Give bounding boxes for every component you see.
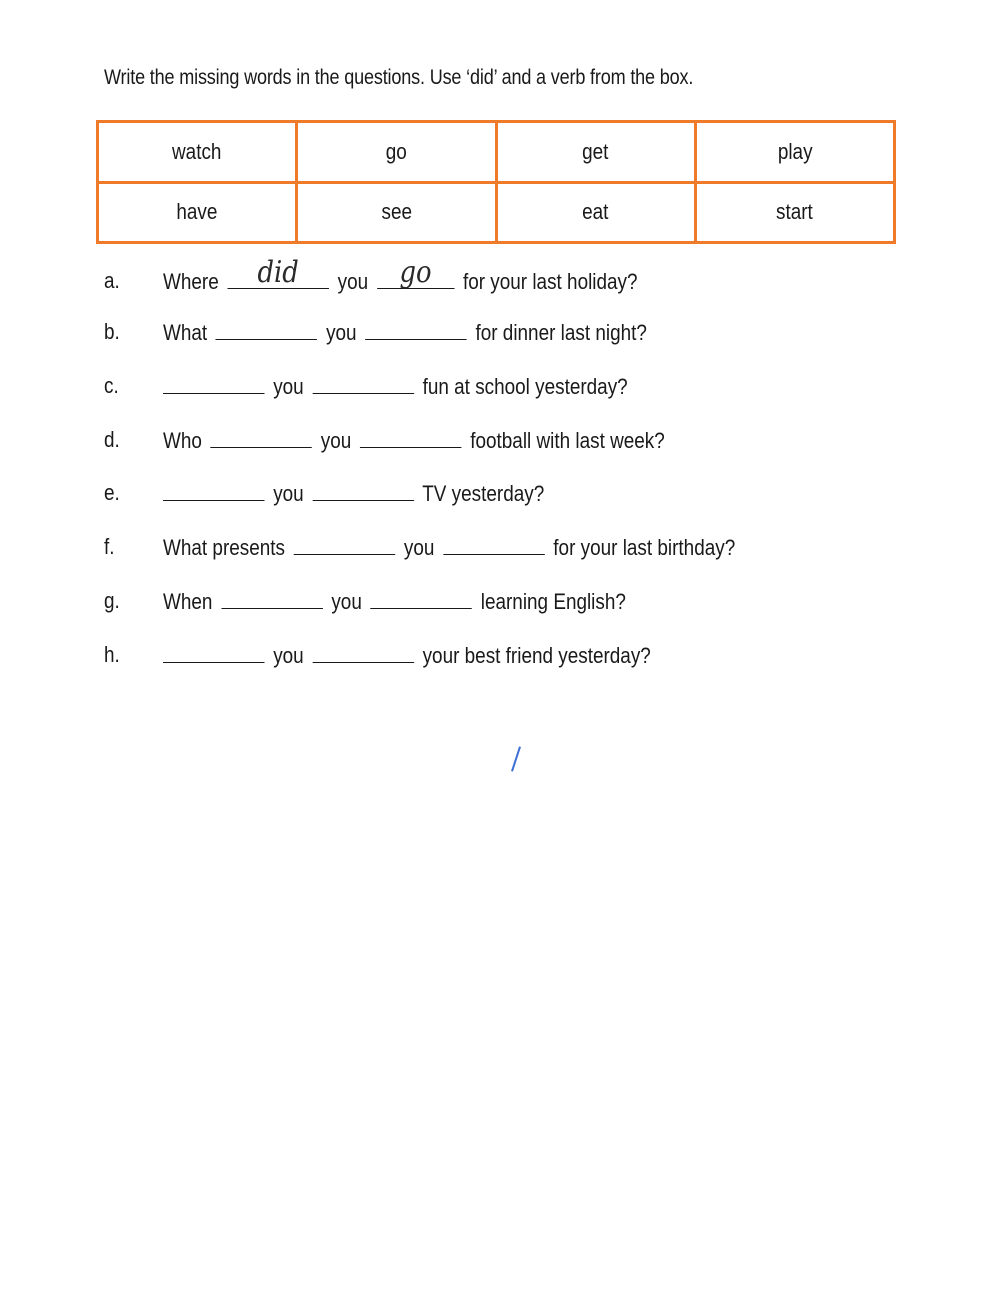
question-text: What	[163, 320, 208, 345]
question-text: Who	[163, 428, 202, 453]
word-cell: play	[695, 122, 894, 183]
answer-blank[interactable]	[312, 642, 413, 663]
answer-blank[interactable]	[294, 534, 395, 555]
answer-blank[interactable]	[216, 319, 317, 340]
question-text: TV yesterday?	[422, 481, 545, 506]
answer-blank[interactable]	[163, 480, 264, 501]
question-letter: g.	[104, 588, 120, 613]
question-text: you	[403, 535, 435, 560]
answer-blank[interactable]	[371, 588, 472, 609]
answer-blank[interactable]	[227, 255, 328, 290]
handwritten-answer: did	[257, 255, 299, 290]
handwritten-answer: go	[399, 255, 432, 290]
question-letter: c.	[104, 373, 119, 398]
word-cell: eat	[496, 182, 695, 243]
question-letter: d.	[104, 427, 120, 452]
question-letter: e.	[104, 480, 120, 505]
question-text: you	[273, 643, 304, 668]
word-cell: go	[297, 122, 496, 183]
instruction-text: Write the missing words in the questions. Use ‘did’ and a verb from the box.	[104, 66, 694, 89]
question-text: your best friend yesterday?	[422, 643, 651, 668]
question-text: football with last week?	[470, 428, 665, 453]
question-text: Where	[163, 269, 219, 294]
question-text: you	[331, 589, 362, 614]
question-letter: b.	[104, 319, 120, 344]
word-cell: have	[98, 182, 297, 243]
answer-blank[interactable]	[163, 642, 264, 663]
word-cell: start	[695, 182, 894, 243]
question-text: learning English?	[480, 589, 626, 614]
question-text: fun at school yesterday?	[422, 374, 628, 399]
answer-blank[interactable]	[211, 427, 312, 448]
answer-blank[interactable]	[443, 534, 544, 555]
question-letter: h.	[104, 642, 120, 667]
pen-stroke-mark	[511, 746, 521, 771]
question-letter: f.	[104, 534, 115, 559]
question-letter: a.	[104, 268, 120, 293]
answer-blank[interactable]	[163, 373, 264, 394]
word-cell: watch	[98, 122, 297, 183]
question-text: for your last holiday?	[462, 269, 638, 294]
answer-blank[interactable]	[365, 319, 466, 340]
answer-blank[interactable]	[360, 427, 461, 448]
question-text: for dinner last night?	[475, 320, 647, 345]
question-text: you	[326, 320, 357, 345]
word-box-row	[98, 122, 895, 183]
answer-blank[interactable]	[377, 255, 454, 290]
answer-blank[interactable]	[312, 373, 413, 394]
question-text: you	[337, 269, 369, 294]
question-text: for your last birthday?	[553, 535, 736, 560]
question-text: you	[320, 428, 352, 453]
question-text: you	[273, 481, 304, 506]
question-text: you	[273, 374, 304, 399]
answer-blank[interactable]	[221, 588, 322, 609]
question-text: When	[163, 589, 213, 614]
answer-blank[interactable]	[312, 480, 413, 501]
word-cell: see	[297, 182, 496, 243]
word-box-row	[98, 182, 895, 243]
word-cell: get	[496, 122, 695, 183]
question-text: What presents	[163, 535, 285, 560]
verb-word-box	[96, 120, 896, 244]
